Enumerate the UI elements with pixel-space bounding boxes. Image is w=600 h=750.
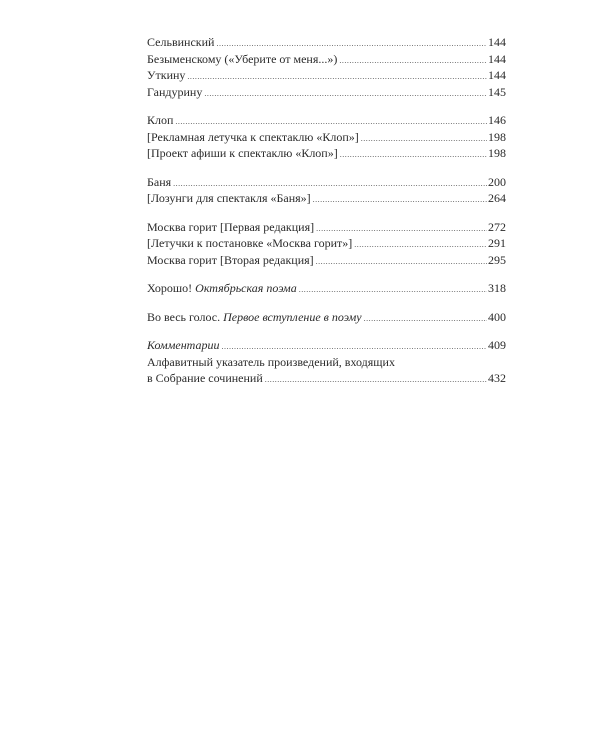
dot-leader <box>316 254 487 271</box>
toc-entry-page: 291 <box>488 236 506 250</box>
toc-group-klop <box>147 112 506 162</box>
toc-entry-page: 146 <box>488 113 506 127</box>
toc-entry-title <box>147 280 297 297</box>
toc-entry[interactable] <box>147 370 506 387</box>
toc-entry[interactable] <box>147 112 506 129</box>
toc-entry-title: в Собрание сочинений <box>147 371 263 385</box>
toc-group-khorosho <box>147 280 506 297</box>
toc-entry-page: 200 <box>488 174 506 189</box>
dot-leader <box>313 192 487 209</box>
toc-entry[interactable] <box>147 67 506 84</box>
dot-leader <box>340 147 487 164</box>
toc-group-short-poems <box>147 34 506 100</box>
toc-entry[interactable] <box>147 174 506 191</box>
dot-leader <box>187 69 487 86</box>
toc-entry[interactable] <box>147 337 506 354</box>
toc-entry-page: 272 <box>488 219 506 234</box>
toc-group-appendix <box>147 337 506 387</box>
toc-entry-page: 432 <box>488 371 506 385</box>
toc-entry-page: 198 <box>488 146 506 160</box>
toc-entry-title: Москва горит [Первая редакция] <box>147 219 315 234</box>
toc-entry-title: Клоп <box>147 113 174 127</box>
toc-entry[interactable] <box>147 145 506 162</box>
toc-entry-title: Уткину <box>147 68 186 82</box>
dot-leader <box>364 311 487 328</box>
toc-entry-title: [Рекламная летучка к спектаклю «Клоп»] <box>147 129 359 144</box>
toc-entry[interactable] <box>147 309 506 326</box>
toc-entry-title: Гандурину <box>147 84 203 99</box>
toc-entry[interactable] <box>147 190 506 207</box>
toc-entry-title <box>147 309 362 326</box>
toc-entry-title: [Летучки к постановке «Москва горит»] <box>147 236 353 250</box>
toc-entry-page: 144 <box>488 68 506 82</box>
toc-entry-main-title: Хорошо! <box>147 281 193 295</box>
toc-entry-page: 264 <box>488 191 506 205</box>
toc-entry[interactable] <box>147 84 506 101</box>
dot-leader <box>204 86 487 103</box>
toc-entry-page: 409 <box>488 338 506 352</box>
table-of-contents <box>147 34 506 399</box>
dot-leader <box>361 131 487 148</box>
toc-group-moskva-gorit <box>147 219 506 269</box>
toc-entry[interactable] <box>147 51 506 68</box>
toc-entry-title: Безыменскому («Уберите от меня...») <box>147 51 338 66</box>
toc-entry[interactable] <box>147 280 506 297</box>
toc-entry-title-line1: Алфавитный указатель произведений, входящих <box>147 354 395 369</box>
toc-entry-page: 318 <box>488 281 506 295</box>
dot-leader <box>339 53 487 70</box>
toc-entry[interactable] <box>147 34 506 51</box>
toc-entry-title: Сельвинский <box>147 35 215 49</box>
toc-entry-page: 400 <box>488 309 506 324</box>
toc-entry-subtitle: Первое вступление в поэму <box>223 309 362 324</box>
dot-leader <box>265 372 487 389</box>
toc-group-banya <box>147 174 506 207</box>
toc-entry-title: Баня <box>147 174 172 189</box>
toc-entry-page: 198 <box>488 129 506 144</box>
toc-entry-subtitle: Октябрьская поэма <box>195 281 297 295</box>
toc-entry[interactable] <box>147 129 506 146</box>
toc-entry-title: Комментарии <box>147 338 220 352</box>
toc-entry-page: 145 <box>488 84 506 99</box>
toc-entry-main-title: Во весь голос. <box>147 309 221 324</box>
toc-entry-title: Москва горит [Вторая редакция] <box>147 252 314 267</box>
toc-entry-page: 295 <box>488 252 506 267</box>
toc-group-vo-ves-golos <box>147 309 506 326</box>
toc-entry-title: [Лозунги для спектакля «Баня»] <box>147 191 311 205</box>
dot-leader <box>299 282 487 299</box>
toc-entry-title: [Проект афиши к спектаклю «Клоп»] <box>147 146 338 160</box>
toc-entry[interactable] <box>147 235 506 252</box>
toc-entry[interactable] <box>147 219 506 236</box>
toc-entry[interactable] <box>147 252 506 269</box>
toc-entry-page: 144 <box>488 35 506 49</box>
toc-entry-page: 144 <box>488 51 506 66</box>
dot-leader <box>354 237 487 254</box>
